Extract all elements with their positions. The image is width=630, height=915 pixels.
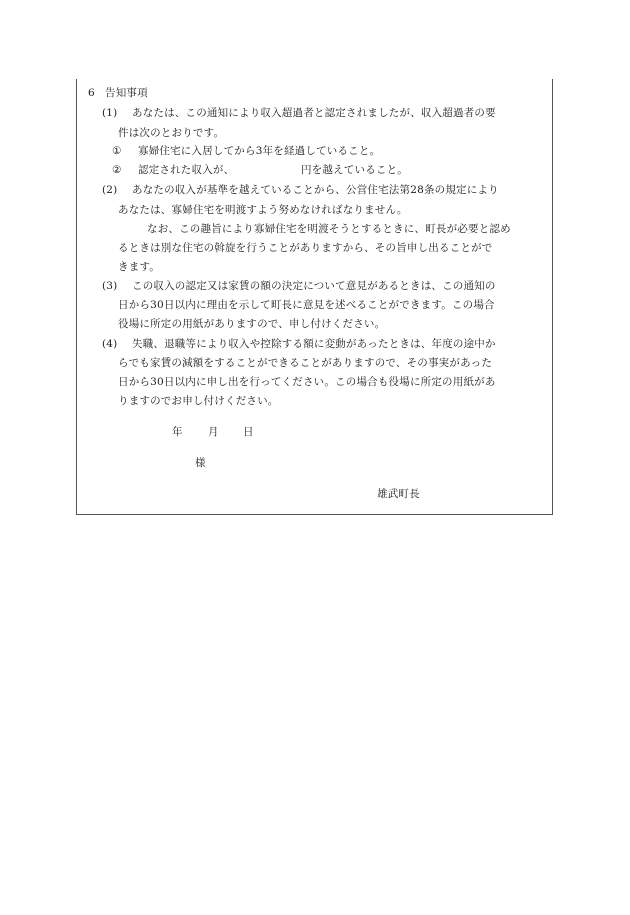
date-year: 年 — [172, 426, 183, 438]
subitem-2-text-before: 認定された収入が、 — [138, 164, 235, 176]
item-4-number: (4) — [102, 338, 118, 350]
item-1-line-2: 件は次のとおりです。 — [118, 127, 225, 139]
item-3-line-2: 日から30日以内に理由を示して町長に意見を述べることができます。この場合 — [118, 299, 495, 311]
item-1-number: (1) — [102, 107, 118, 119]
item-2-line-2: あなたは、寡婦住宅を明渡すよう努めなければなりません。 — [118, 204, 408, 216]
item-1-line-1: あなたは、この通知により収入超過者と認定されましたが、収入超過者の要 — [132, 107, 496, 119]
subitem-1-number: ① — [112, 145, 122, 157]
section-number: 6 — [88, 87, 95, 99]
item-2-line-4: るときは別な住宅の斡旋を行うことがありますから、その旨申し出ることがで — [118, 242, 493, 254]
subitem-2-number: ② — [112, 164, 122, 176]
item-2-number: (2) — [102, 184, 118, 196]
item-2-line-5: きます。 — [118, 261, 160, 273]
item-3-number: (3) — [102, 280, 118, 292]
addressee-suffix: 様 — [195, 457, 206, 469]
issuer-name: 雄武町長 — [377, 488, 420, 500]
date-month: 月 — [208, 426, 219, 438]
item-3-line-3: 役場に所定の用紙がありますので、申し付けください。 — [118, 318, 386, 330]
item-4-line-3: 日から30日以内に申し出を行ってください。この場合も役場に所定の用紙があ — [118, 376, 496, 388]
date-day: 日 — [243, 426, 254, 438]
item-4-line-2: らでも家賃の減額をすることができることがありますので、その事実があった — [118, 357, 493, 369]
item-2-line-1: あなたの収入が基準を越えていることから、公営住宅法第28条の規定により — [132, 184, 499, 196]
subitem-2-text-after: 円を越えていること。 — [301, 164, 408, 176]
subitem-1-text: 寡婦住宅に入居してから3年を経過していること。 — [138, 145, 381, 157]
item-4-line-4: りますのでお申し付けください。 — [118, 395, 279, 407]
item-3-line-1: この収入の認定又は家賃の額の決定について意見があるときは、この通知の — [132, 280, 496, 292]
item-2-line-3: なお、この趣旨により寡婦住宅を明渡そうとするときに、町長が必要と認め — [147, 223, 511, 235]
item-4-line-1: 失職、退職等により収入や控除する額に変動があったときは、年度の途中か — [132, 338, 496, 350]
section-title: 告知事項 — [105, 87, 148, 99]
